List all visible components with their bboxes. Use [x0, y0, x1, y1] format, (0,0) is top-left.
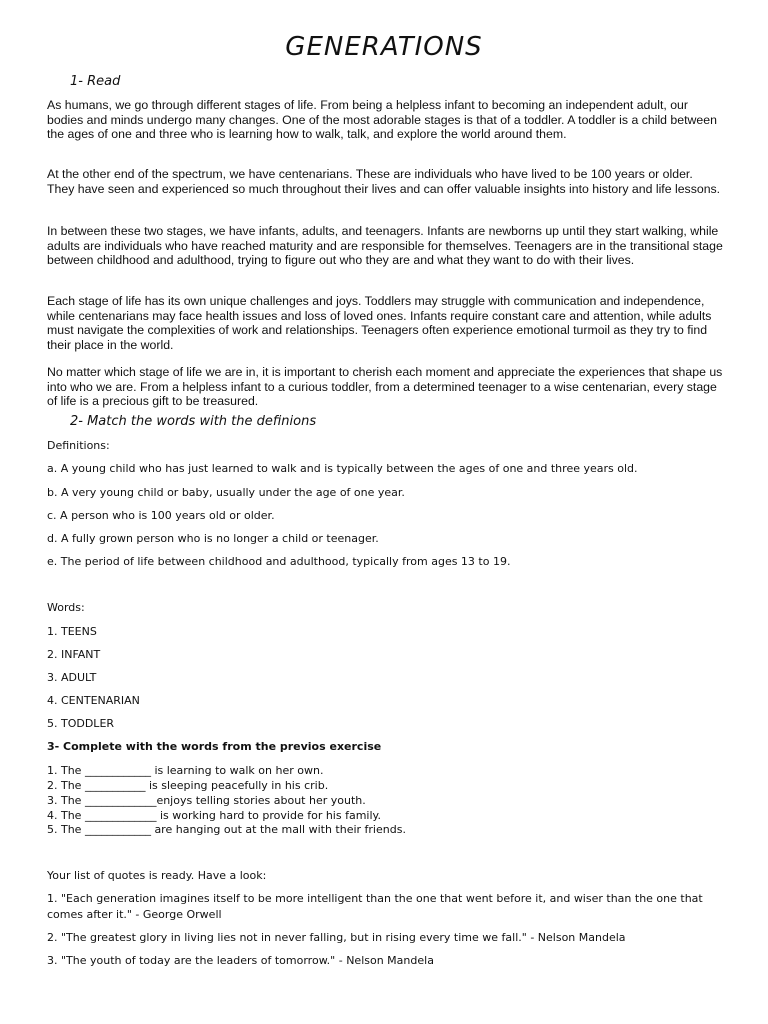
definitions-label: Definitions: — [47, 439, 110, 452]
words-label: Words: — [47, 601, 85, 614]
definition-item: e. The period of life between childhood and adulthood, typically from ages 13 to 19. — [47, 555, 511, 568]
quote-item: 1. "Each generation imagines itself to be more intelligent than the one that went before it, and wiser than the one that comes after it." - George Orwell — [47, 892, 703, 921]
word-item: 2. INFANT — [47, 648, 101, 661]
word-item: 3. ADULT — [47, 671, 97, 684]
reading-paragraph: At the other end of the spectrum, we have centenarians. These are individuals who have lived to be 100 years or older. They have seen and experienced so much throughout their lives and can offer valuable insights into history and life lessons. — [47, 167, 721, 196]
page-title: GENERATIONS — [285, 32, 483, 62]
section-complete-heading: 3- Complete with the words from the previos exercise — [47, 740, 382, 753]
definition-item: d. A fully grown person who is no longer a child or teenager. — [47, 532, 379, 545]
definition-item: c. A person who is 100 years old or older. — [47, 509, 275, 522]
section-match-heading: 2- Match the words with the definions — [70, 414, 317, 429]
reading-paragraph: In between these two stages, we have infants, adults, and teenagers. Infants are newborns up until they start walking, while adults are individuals who have reached maturity and are responsible for themselves. Teenagers are in the transitional stage between childhood and adulthood, trying to figure out who they are and what they want to do with their lives. — [47, 224, 723, 268]
fill-in-sentence: 1. The ____________ is learning to walk on her own. — [47, 764, 324, 777]
fill-in-sentence: 2. The ___________ is sleeping peacefully in his crib. — [47, 779, 329, 792]
fill-in-sentence: 3. The _____________enjoys telling stories about her youth. — [47, 794, 366, 807]
section-read-heading: 1- Read — [70, 74, 121, 89]
definition-item: a. A young child who has just learned to walk and is typically between the ages of one and three years old. — [47, 462, 638, 475]
reading-paragraph: No matter which stage of life we are in, it is important to cherish each moment and appreciate the experiences that shape us into who we are. From a helpless infant to a curious toddler, from a determined teenager to a wise centenarian, every stage of life is a precious gift to be treasured. — [47, 365, 723, 409]
quotes-intro: Your list of quotes is ready. Have a look: — [47, 869, 267, 882]
definition-item: b. A very young child or baby, usually under the age of one year. — [47, 486, 405, 499]
word-item: 4. CENTENARIAN — [47, 694, 140, 707]
word-item: 5. TODDLER — [47, 717, 115, 730]
quote-item: 3. "The youth of today are the leaders of tomorrow." - Nelson Mandela — [47, 954, 434, 967]
quote-item: 2. "The greatest glory in living lies not in never falling, but in rising every time we fall." - Nelson Mandela — [47, 931, 626, 944]
word-item: 1. TEENS — [47, 625, 97, 638]
reading-paragraph: Each stage of life has its own unique challenges and joys. Toddlers may struggle with communication and independence, while centenarians may face health issues and loss of loved ones. Infants require constant care and attention, while adults must navigate the complexities of work and relationships. Teenagers often experience emotional turmoil as they try to find their place in the world. — [47, 294, 712, 352]
fill-in-sentence: 4. The _____________ is working hard to provide for his family. — [47, 809, 381, 822]
fill-in-sentence: 5. The ____________ are hanging out at the mall with their friends. — [47, 823, 406, 836]
reading-paragraph: As humans, we go through different stages of life. From being a helpless infant to becoming an independent adult, our bodies and minds undergo many changes. One of the most adorable stages is that of a toddler. A toddler is a child between the ages of one and three who is learning how to walk, talk, and explore the world around them. — [47, 98, 717, 142]
